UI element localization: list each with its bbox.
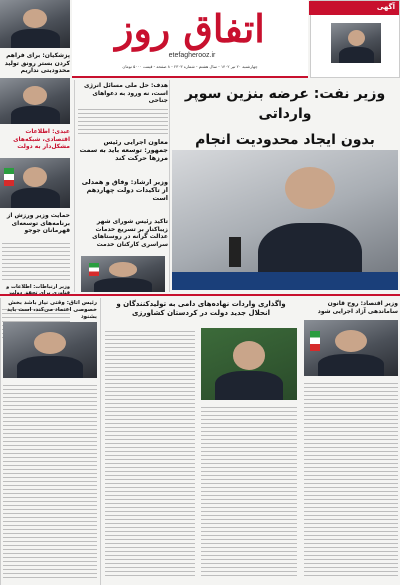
section-divider (0, 294, 400, 296)
top-ad-box[interactable] (310, 0, 400, 78)
bottom-left-story (0, 298, 98, 585)
bottom-right-photo (304, 320, 398, 376)
left-headline-1[interactable]: پزشکیان: برای فراهم کردن بستر رونق تولید محدودیتی نداریم (4, 52, 70, 74)
bottom-center-headline[interactable]: واگذاری واردات نهاده‌های دامی به تولیدکنندگان و انحلال جدید دولت در کردستان کشاورزی (116, 300, 286, 317)
bottom-left-headline[interactable]: رئیس اتاق: وقتی نیاز باشد بخش خصوصی اعتماد می‌کند، است باید بشنود (6, 300, 97, 320)
left-headline-4[interactable]: وزیر ارتباطات: اطلاعات و (6, 284, 70, 290)
lead-photo (172, 150, 398, 290)
left-headline-3[interactable]: حمایت وزیر ورزش از برنامه‌های توسعه‌ای قهرمانان جوجو (6, 212, 70, 234)
bottom-center-story (100, 298, 300, 585)
center-headline-3[interactable]: وزیر ارشاد: وفاق و همدلی از تاکیدات دولت چهاردهم است (81, 178, 168, 203)
lead-headline[interactable] (172, 84, 398, 148)
bottom-left-photo (3, 322, 97, 378)
newspaper-logo: اتفاق روز (115, 6, 265, 51)
bottom-left-body (3, 382, 97, 578)
masthead (72, 0, 308, 78)
center-headline-1[interactable]: هدف: حل ملی مسائل انرژی است، نه ورود به دعواهای جناحی (84, 82, 168, 104)
left-column (0, 50, 72, 340)
website-url[interactable]: etefagherooz.ir (168, 52, 216, 59)
ad-photo (331, 23, 381, 63)
center-body-text-1 (78, 106, 168, 134)
bottom-right-body (304, 380, 398, 578)
bottom-center-photo (201, 328, 297, 400)
center-column (74, 80, 170, 292)
left-body-text (2, 240, 70, 280)
ad-label: آگهی (376, 3, 395, 11)
bottom-center-body-1 (105, 328, 195, 578)
dateline: چهارشنبه ۲۰ تیر ۱۴۰۲ - سال هشتم - شماره ۲۳۰۳ - ۸ صفحه - قیمت ۵۰۰۰ تومان (122, 64, 258, 69)
bottom-right-story (302, 298, 400, 585)
lead-headline-line-1: وزیر نفت: عرضه بنزین سوپر وارداتی (184, 86, 386, 122)
left-top-photo (0, 0, 70, 48)
left-photo-2 (0, 78, 70, 124)
bottom-center-body-2 (201, 404, 297, 578)
center-headline-4[interactable]: تاکید رئیس شورای شهر زیباکنار بر تسریع خدمات عدالت گرانه در روستاهای سراسری کارکنان خدمت (92, 218, 168, 248)
center-headline-2[interactable]: معاون اجرایی رئیس جمهور: توسعه باید به سمت مرزها حرکت کند (79, 138, 168, 163)
center-photo (81, 256, 165, 292)
left-photo-3 (0, 158, 70, 208)
left-headline-2[interactable]: عبدی: اطلاعات اقتصادی، شبکه‌های مشکل‌دار به دولت (13, 128, 70, 150)
lead-headline-line-2: بدون ایجاد محدودیت انجام (195, 132, 375, 148)
bottom-right-headline[interactable]: وزیر اقتصاد: روح قانون ساماندهی آزاد اجرایی شود (317, 300, 398, 315)
